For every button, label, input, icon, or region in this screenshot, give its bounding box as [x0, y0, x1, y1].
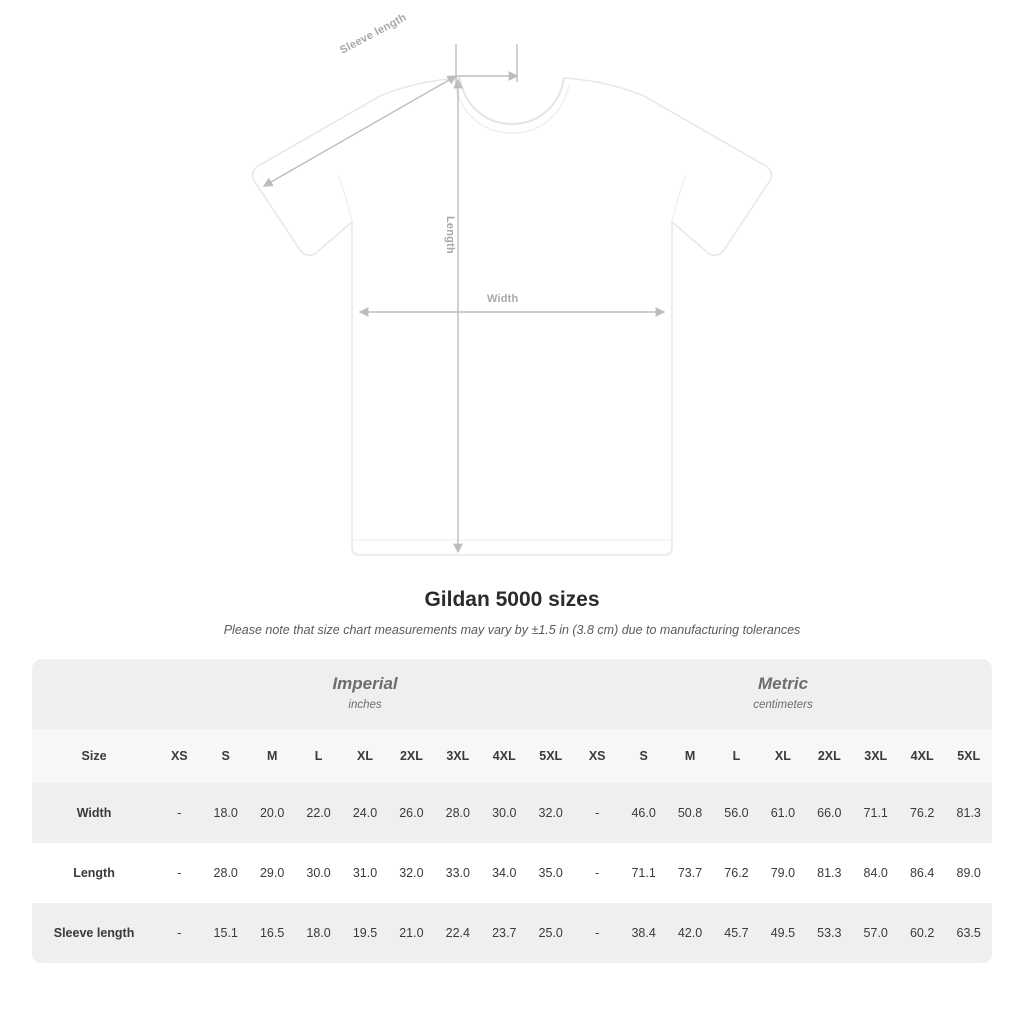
row-label-sleeve-length: Sleeve length — [32, 903, 156, 963]
system-imperial-name: Imperial — [332, 674, 398, 694]
size-header-metric-m: M — [667, 729, 713, 783]
cell-length-metric-5xl: 89.0 — [945, 843, 992, 903]
cell-length-imperial-xs: - — [156, 843, 202, 903]
cell-length-metric-4xl: 86.4 — [899, 843, 945, 903]
cell-width-imperial-m: 20.0 — [249, 783, 295, 843]
cell-width-metric-xs: - — [574, 783, 620, 843]
size-header-metric-l: L — [713, 729, 759, 783]
cell-length-imperial-4xl: 34.0 — [481, 843, 527, 903]
cell-length-metric-xl: 79.0 — [760, 843, 806, 903]
cell-sleeve-metric-2xl: 53.3 — [806, 903, 852, 963]
size-header-imperial-m: M — [249, 729, 295, 783]
cell-width-metric-l: 56.0 — [713, 783, 759, 843]
cell-length-imperial-xl: 31.0 — [342, 843, 388, 903]
cell-length-imperial-3xl: 33.0 — [435, 843, 481, 903]
cell-sleeve-metric-3xl: 57.0 — [853, 903, 899, 963]
cell-sleeve-imperial-l: 18.0 — [295, 903, 341, 963]
cell-sleeve-imperial-3xl: 22.4 — [435, 903, 481, 963]
size-header-imperial-3xl: 3XL — [435, 729, 481, 783]
size-header-imperial-2xl: 2XL — [388, 729, 434, 783]
cell-sleeve-imperial-2xl: 21.0 — [388, 903, 434, 963]
size-header-metric-2xl: 2XL — [806, 729, 852, 783]
cell-length-imperial-l: 30.0 — [295, 843, 341, 903]
table-row — [32, 843, 992, 903]
cell-width-imperial-5xl: 32.0 — [527, 783, 574, 843]
size-header-metric-xs: XS — [574, 729, 620, 783]
system-metric-unit: centimeters — [753, 699, 813, 712]
cell-width-metric-5xl: 81.3 — [945, 783, 992, 843]
cell-width-imperial-s: 18.0 — [203, 783, 249, 843]
cell-length-metric-m: 73.7 — [667, 843, 713, 903]
width-label: Width — [483, 293, 522, 305]
cell-sleeve-imperial-s: 15.1 — [203, 903, 249, 963]
size-header-metric-4xl: 4XL — [899, 729, 945, 783]
cell-length-imperial-s: 28.0 — [203, 843, 249, 903]
cell-width-metric-s: 46.0 — [620, 783, 666, 843]
cell-sleeve-imperial-m: 16.5 — [249, 903, 295, 963]
cell-width-metric-xl: 61.0 — [760, 783, 806, 843]
page-title: Gildan 5000 sizes — [424, 588, 600, 611]
size-header-label: Size — [32, 729, 156, 783]
cell-width-imperial-3xl: 28.0 — [435, 783, 481, 843]
cell-length-metric-s: 71.1 — [620, 843, 666, 903]
row-label-length: Length — [32, 843, 156, 903]
row-label-width: Width — [32, 783, 156, 843]
cell-width-metric-4xl: 76.2 — [899, 783, 945, 843]
size-header-imperial-s: S — [203, 729, 249, 783]
cell-sleeve-metric-xs: - — [574, 903, 620, 963]
size-header-imperial-xs: XS — [156, 729, 202, 783]
cell-sleeve-metric-xl: 49.5 — [760, 903, 806, 963]
cell-sleeve-metric-5xl: 63.5 — [945, 903, 992, 963]
cell-sleeve-imperial-5xl: 25.0 — [527, 903, 574, 963]
cell-width-metric-2xl: 66.0 — [806, 783, 852, 843]
size-header-imperial-4xl: 4XL — [481, 729, 527, 783]
size-chart-table — [32, 659, 992, 963]
page-subtitle: Please note that size chart measurements may vary by ±1.5 in (3.8 cm) due to manufacturing tolerances — [223, 623, 801, 637]
size-header-row — [32, 729, 992, 783]
cell-sleeve-metric-4xl: 60.2 — [899, 903, 945, 963]
cell-length-metric-2xl: 81.3 — [806, 843, 852, 903]
measurement-system-row — [32, 659, 992, 729]
cell-width-imperial-2xl: 26.0 — [388, 783, 434, 843]
system-metric-name: Metric — [757, 674, 809, 694]
cell-length-metric-l: 76.2 — [713, 843, 759, 903]
cell-width-imperial-l: 22.0 — [295, 783, 341, 843]
size-header-metric-s: S — [620, 729, 666, 783]
cell-sleeve-imperial-xl: 19.5 — [342, 903, 388, 963]
cell-sleeve-metric-m: 42.0 — [667, 903, 713, 963]
system-imperial-unit: inches — [348, 699, 382, 712]
table-row — [32, 783, 992, 843]
table-row — [32, 903, 992, 963]
cell-length-imperial-2xl: 32.0 — [388, 843, 434, 903]
cell-sleeve-imperial-4xl: 23.7 — [481, 903, 527, 963]
tshirt-shape — [253, 78, 772, 555]
cell-length-metric-xs: - — [574, 843, 620, 903]
size-chart-table-wrapper — [32, 659, 992, 963]
cell-sleeve-metric-l: 45.7 — [713, 903, 759, 963]
cell-sleeve-metric-s: 38.4 — [620, 903, 666, 963]
sleeve-length-label: Sleeve length — [338, 11, 409, 57]
cell-width-imperial-xs: - — [156, 783, 202, 843]
cell-width-imperial-4xl: 30.0 — [481, 783, 527, 843]
size-header-metric-xl: XL — [760, 729, 806, 783]
cell-width-imperial-xl: 24.0 — [342, 783, 388, 843]
size-header-imperial-xl: XL — [342, 729, 388, 783]
cell-sleeve-imperial-xs: - — [156, 903, 202, 963]
cell-length-imperial-5xl: 35.0 — [527, 843, 574, 903]
system-row-spacer — [32, 659, 156, 729]
size-header-imperial-5xl: 5XL — [527, 729, 574, 783]
size-header-imperial-l: L — [295, 729, 341, 783]
length-label: Length — [444, 216, 456, 254]
cell-width-metric-m: 50.8 — [667, 783, 713, 843]
cell-width-metric-3xl: 71.1 — [853, 783, 899, 843]
system-imperial — [156, 659, 574, 729]
system-metric — [574, 659, 992, 729]
cell-length-imperial-m: 29.0 — [249, 843, 295, 903]
size-header-metric-3xl: 3XL — [853, 729, 899, 783]
cell-length-metric-3xl: 84.0 — [853, 843, 899, 903]
size-header-metric-5xl: 5XL — [945, 729, 992, 783]
